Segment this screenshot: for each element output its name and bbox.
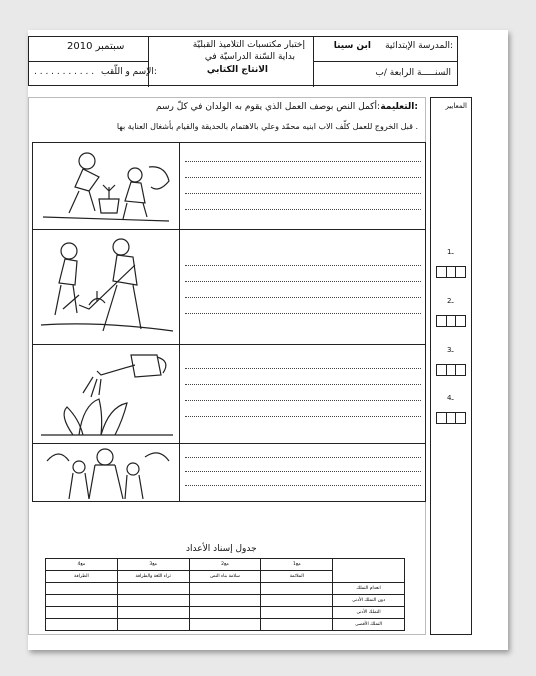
school-label: المدرسة الإبتدائية:	[385, 41, 453, 51]
criterion-1-label: 1ـ	[447, 248, 454, 256]
writing-area-3[interactable]	[185, 344, 421, 443]
worksheet-page	[28, 30, 508, 650]
row-label: التملك الأدنى	[333, 607, 405, 619]
writing-area-1[interactable]	[185, 143, 421, 229]
grading-table-title: جدول إسناد الأعداد	[186, 544, 257, 554]
table-subheader-cell: ثراء اللغة والطرافة	[117, 571, 189, 583]
row-label: التملك الأقصى	[333, 619, 405, 631]
exam-subject: الانتاج الكتابي	[206, 65, 268, 75]
table-row	[46, 619, 405, 631]
header-right	[314, 37, 457, 87]
writing-area-4[interactable]	[185, 443, 421, 501]
exam-title-line2: بداية السّنة الدراسيّة في	[204, 52, 295, 62]
header	[28, 36, 458, 86]
criteria-label: المعايير	[445, 102, 467, 110]
criterion-4-score-box[interactable]	[436, 412, 466, 424]
row-label: دون التملك الأدنى	[333, 595, 405, 607]
table-row	[46, 583, 405, 595]
criterion-4-label: 4ـ	[447, 394, 454, 402]
drawing-family	[39, 447, 175, 499]
picture-grid	[32, 142, 426, 502]
table-subheader-cell: سلامة بناء النص	[189, 571, 261, 583]
criterion-2-score-box[interactable]	[436, 315, 466, 327]
drawing-watering	[39, 349, 175, 441]
drawing-planting	[39, 147, 175, 227]
table-row	[46, 595, 405, 607]
school-name: ابن سينا	[333, 41, 371, 51]
header-left	[29, 37, 157, 87]
table-header-cell: مع1	[261, 559, 333, 571]
class-label: السنـــــة الرابعة /ب	[375, 68, 451, 78]
grading-table	[45, 558, 405, 631]
table-subheader-cell: الطرافة	[46, 571, 118, 583]
table-corner-cell	[333, 559, 405, 583]
row-label: انعدام التملك	[333, 583, 405, 595]
exam-title-line1: إختبار مكتسبات التلاميذ القبليّة	[192, 40, 305, 50]
table-header-cell: مع3	[117, 559, 189, 571]
criterion-3-label: 3ـ	[447, 346, 454, 354]
criterion-3-score-box[interactable]	[436, 364, 466, 376]
name-dots: . . . . . . . . . . .	[34, 67, 95, 77]
name-label: الإسم و اللّقب:	[101, 67, 157, 77]
table-row	[46, 607, 405, 619]
instruction-text: أكمل النص بوصف العمل الذي يقوم به الولدان في كلّ رسم:	[155, 102, 380, 112]
criterion-2-label: 2ـ	[447, 297, 454, 305]
table-subheader-cell: الملائمة	[261, 571, 333, 583]
table-header-cell: مع2	[189, 559, 261, 571]
table-header-cell: مع4	[46, 559, 118, 571]
drawing-digging	[39, 235, 175, 341]
instruction-label: التعليمة:	[380, 102, 418, 112]
intro-text: قبل الخروج للعمل كلّف الاب ابنيه محمّد وعلي بالاهتمام بالحديقة والقيام بأشغال العناية بها .	[116, 122, 418, 131]
header-middle	[149, 37, 314, 87]
exam-date: سبتمبر 2010	[67, 41, 125, 52]
criterion-1-score-box[interactable]	[436, 266, 466, 278]
writing-area-2[interactable]	[185, 229, 421, 344]
criteria-column	[430, 97, 472, 635]
